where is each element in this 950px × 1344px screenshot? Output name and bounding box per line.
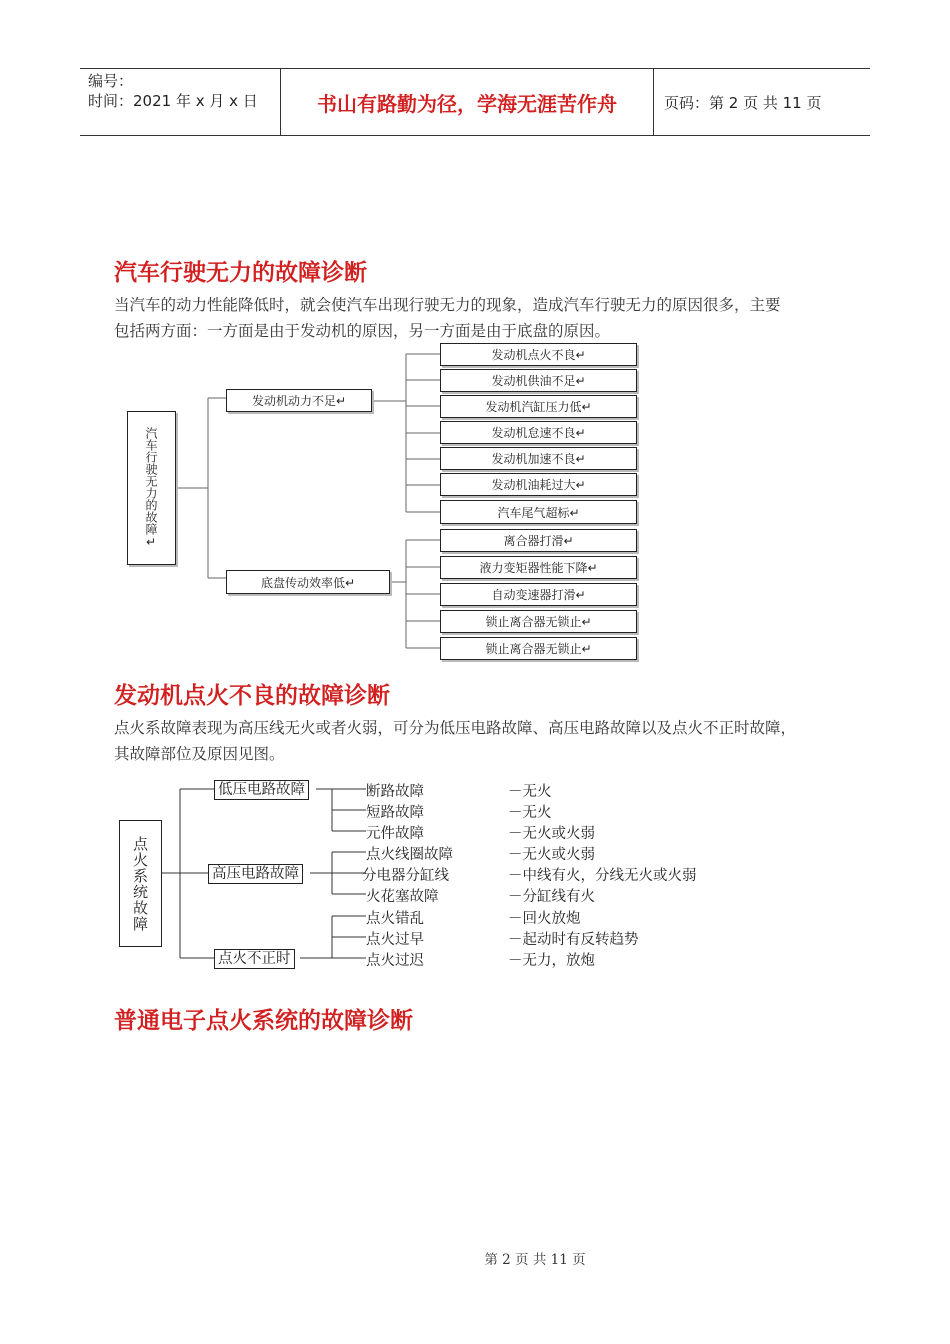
diagram2-result: －无火或火弱 — [508, 847, 595, 863]
diagram1-engine-item: 发动机加速不良↵ — [440, 447, 637, 470]
header-time-label: 时间：2021 年 x 月 x 日 — [88, 92, 258, 110]
diagram2-item: 点火过早 — [366, 932, 424, 948]
diagram2-item: 断路故障 — [366, 784, 424, 800]
diagram1-engine-item: 发动机供油不足↵ — [440, 369, 637, 392]
header-page-info: 页码：第 2 页 共 11 页 — [664, 93, 822, 112]
diagram2-item: 火花塞故障 — [366, 889, 439, 905]
section-title-driving-weakness: 汽车行驶无力的故障诊断 — [114, 260, 367, 286]
diagram2-item: 元件故障 — [366, 826, 424, 842]
diagram2-group-timing: 点火不正时 — [214, 949, 295, 969]
diagram1-chassis-item: 锁止离合器无锁止↵ — [440, 637, 637, 660]
diagram1-chassis-item: 自动变速器打滑↵ — [440, 583, 637, 606]
header-motto: 书山有路勤为径，学海无涯苦作舟 — [281, 69, 654, 135]
section-title-ignition-fault: 发动机点火不良的故障诊断 — [114, 683, 390, 709]
diagram2-result: －无火 — [508, 784, 552, 800]
diagram2-item: 点火错乱 — [366, 911, 424, 927]
diagram2-result: －起动时有反转趋势 — [508, 932, 639, 948]
diagram2-result: －中线有火，分线无火或火弱 — [508, 868, 697, 884]
diagram1-engine-item: 发动机点火不良↵ — [440, 343, 637, 366]
diagram1-chassis-item: 液力变矩器性能下降↵ — [440, 556, 637, 579]
diagram2-item: 点火线圈故障 — [366, 847, 453, 863]
diagram2-item: 短路故障 — [366, 805, 424, 821]
diagram1-chassis-item: 离合器打滑↵ — [440, 529, 637, 552]
diagram2-result: －无力，放炮 — [508, 953, 595, 969]
page-footer: 第 2 页 共 11 页 — [484, 1252, 586, 1268]
diagram1-chassis-item: 锁止离合器无锁止↵ — [440, 610, 637, 633]
diagram1-engine-item: 汽车尾气超标↵ — [440, 500, 637, 524]
paragraph-line: 点火系故障表现为高压线无火或者火弱，可分为低压电路故障、高压电路故障以及点火不正时故障， — [114, 719, 797, 737]
paragraph-line: 当汽车的动力性能降低时，就会使汽车出现行驶无力的现象，造成汽车行驶无力的原因很多，主要 — [114, 296, 781, 314]
diagram2-item: 分电器分缸线 — [362, 868, 449, 884]
diagram1-branch-engine: 发动机动力不足↵ — [226, 389, 372, 412]
diagram2-group-low-voltage: 低压电路故障 — [214, 780, 309, 800]
paragraph-line: 其故障部位及原因见图。 — [114, 745, 285, 763]
diagram1-engine-item: 发动机怠速不良↵ — [440, 421, 637, 444]
diagram2-group-high-voltage: 高压电路故障 — [208, 864, 303, 884]
header-number-label: 编号： — [88, 72, 134, 90]
diagram2-root-label: 点火系统故障 — [131, 835, 149, 932]
diagram1-engine-item: 发动机油耗过大↵ — [440, 473, 637, 496]
diagram2-result: －回火放炮 — [508, 911, 581, 927]
diagram1-branch-chassis: 底盘传动效率低↵ — [226, 570, 390, 594]
diagram2-item: 点火过迟 — [366, 953, 424, 969]
diagram1-root-label: 汽车行驶无力的故障↵ — [144, 427, 158, 549]
diagram2-result: －无火或火弱 — [508, 826, 595, 842]
diagram2-result: －分缸线有火 — [508, 889, 595, 905]
paragraph-line: 包括两方面：一方面是由于发动机的原因，另一方面是由于底盘的原因。 — [114, 322, 611, 340]
diagram2-root-box — [119, 820, 162, 947]
diagram2-result: －无火 — [508, 805, 552, 821]
section-title-electronic-ignition: 普通电子点火系统的故障诊断 — [114, 1008, 413, 1034]
diagram1-engine-item: 发动机汽缸压力低↵ — [440, 395, 637, 418]
